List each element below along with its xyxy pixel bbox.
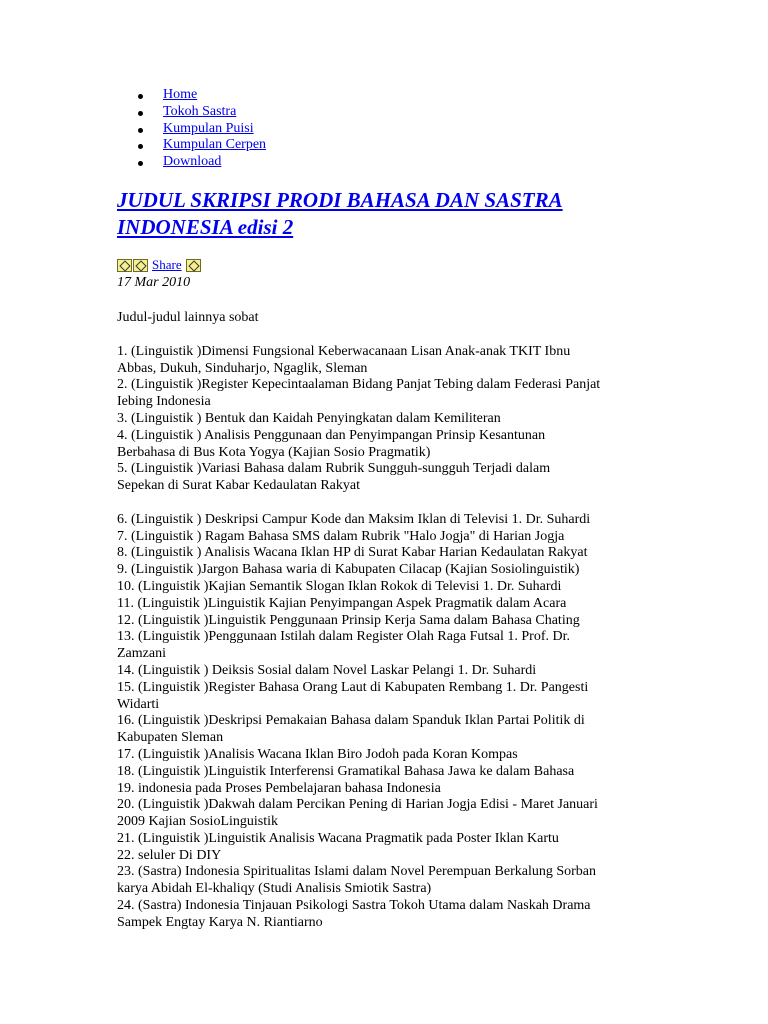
title-link[interactable] [117,188,563,239]
thesis-item-line: 2009 Kajian SosioLinguistik [117,814,278,830]
thesis-item [117,428,657,462]
thesis-item [117,562,657,579]
bullet-icon [138,144,143,149]
thesis-item-line: 20. (Linguistik )Dakwah dalam Percikan Pening di Harian Jogja Edisi - Maret Januari [117,797,598,813]
bullet-icon [138,111,143,116]
thesis-item-line: 9. (Linguistik )Jargon Bahasa waria di Kabupaten Cilacap (Kajian Sosiolinguistik) [117,562,580,578]
title-line-1: JUDUL SKRIPSI PRODI BAHASA DAN SASTRA [117,187,563,212]
nav-link-tokoh-sastra[interactable]: Tokoh Sastra [163,103,237,119]
share-icon[interactable] [133,259,148,272]
thesis-item [117,747,657,764]
thesis-item [117,529,657,546]
thesis-item-line: 11. (Linguistik )Linguistik Kajian Penyimpangan Aspek Pragmatik dalam Acara [117,595,567,611]
bullet-icon [138,128,143,133]
thesis-item [117,713,657,747]
thesis-item-line: Widarti [117,696,160,712]
thesis-item-line: 19. indonesia pada Proses Pembelajaran bahasa Indonesia [117,780,441,796]
nav-item-kumpulan-cerpen [117,137,657,154]
nav-list [117,87,657,171]
thesis-item [117,596,657,613]
thesis-item-line: 24. (Sastra) Indonesia Tinjauan Psikologi Sastra Tokoh Utama dalam Naskah Drama [117,898,591,914]
thesis-item-line: Sepekan di Surat Kabar Kedaulatan Rakyat [117,478,360,494]
share-icon[interactable] [186,259,201,272]
thesis-item-line: 14. (Linguistik ) Deiksis Sosial dalam Novel Laskar Pelangi 1. Dr. Suhardi [117,662,537,678]
thesis-item-line: 1. (Linguistik )Dimensi Fungsional Keberwacanaan Lisan Anak-anak TKIT Ibnu [117,343,571,359]
nav-link-home[interactable]: Home [163,87,198,102]
share-row [117,257,657,274]
thesis-group-1 [117,344,657,495]
nav-item-kumpulan-puisi [117,121,657,138]
thesis-group-2 [117,512,657,932]
thesis-item-line: 22. seluler Di DIY [117,847,222,863]
thesis-item [117,377,657,411]
nav-link-kumpulan-cerpen[interactable]: Kumpulan Cerpen [163,137,267,153]
thesis-item [117,411,657,428]
thesis-item-line: 21. (Linguistik )Linguistik Analisis Wacana Pragmatik pada Poster Iklan Kartu [117,830,559,846]
thesis-item-line: 4. (Linguistik ) Analisis Penggunaan dan Penyimpangan Prinsip Kesantunan [117,427,546,443]
thesis-list [117,344,657,932]
thesis-item-line: 15. (Linguistik )Register Bahasa Orang Laut di Kabupaten Rembang 1. Dr. Pangesti [117,679,589,695]
nav-item-tokoh-sastra [117,104,657,121]
spacer [117,495,657,512]
thesis-item-line: 2. (Linguistik )Register Kepecintaalaman Bidang Panjat Tebing dalam Federasi Panjat [117,377,601,393]
thesis-item [117,629,657,663]
thesis-item-line: 13. (Linguistik )Penggunaan Istilah dalam Register Olah Raga Futsal 1. Prof. Dr. [117,629,570,645]
page-title [117,187,657,241]
thesis-item [117,613,657,630]
thesis-item-line: 7. (Linguistik ) Ragam Bahasa SMS dalam Rubrik "Halo Jogja" di Harian Jogja [117,528,565,544]
thesis-item [117,764,657,781]
thesis-item [117,461,657,495]
thesis-item [117,545,657,562]
thesis-item-line: Kabupaten Sleman [117,730,224,746]
thesis-item-line: Abbas, Dukuh, Sinduharjo, Ngaglik, Sleman [117,360,368,376]
thesis-item [117,848,657,865]
thesis-item-line: 12. (Linguistik )Linguistik Penggunaan Prinsip Kerja Sama dalam Bahasa Chating [117,612,580,628]
share-icon[interactable] [117,259,132,272]
thesis-item-line: karya Abidah El-khaliqy (Studi Analisis Smiotik Sastra) [117,881,432,897]
thesis-item-line: 5. (Linguistik )Variasi Bahasa dalam Rubrik Sungguh-sungguh Terjadi dalam [117,461,551,477]
intro-text: Judul-judul lainnya sobat [117,309,259,325]
thesis-item [117,831,657,848]
thesis-item [117,579,657,596]
bullet-icon [138,161,143,166]
title-line-2: INDONESIA edisi 2 [117,214,294,239]
thesis-item [117,781,657,798]
thesis-item-line: Iebing Indonesia [117,394,211,410]
nav-item-download [117,154,657,171]
thesis-item [117,898,657,932]
nav-item-home [117,87,657,104]
thesis-item-line: 17. (Linguistik )Analisis Wacana Iklan Biro Jodoh pada Koran Kompas [117,746,518,762]
thesis-item-line: Sampek Engtay Karya N. Riantiarno [117,914,323,930]
thesis-item-line: 3. (Linguistik ) Bentuk dan Kaidah Penyingkatan dalam Kemiliteran [117,410,501,426]
thesis-item-line: 10. (Linguistik )Kajian Semantik Slogan Iklan Rokok di Televisi 1. Dr. Suhardi [117,578,562,594]
thesis-item-line: 23. (Sastra) Indonesia Spiritualitas Islami dalam Novel Perempuan Berkalung Sorban [117,864,597,880]
thesis-item [117,797,657,831]
thesis-item-line: 18. (Linguistik )Linguistik Interferensi Gramatikal Bahasa Jawa ke dalam Bahasa [117,763,575,779]
thesis-item [117,344,657,378]
post-date: 17 Mar 2010 [117,274,191,290]
thesis-item [117,512,657,529]
nav-link-download[interactable]: Download [163,154,222,170]
nav-link-kumpulan-puisi[interactable]: Kumpulan Puisi [163,120,254,136]
page-content [117,87,657,932]
thesis-item-line: Berbahasa di Bus Kota Yogya (Kajian Sosio Pragmatik) [117,444,431,460]
thesis-item-line: Zamzani [117,646,166,662]
thesis-item [117,864,657,898]
thesis-item [117,680,657,714]
thesis-item-line: 16. (Linguistik )Deskripsi Pemakaian Bahasa dalam Spanduk Iklan Partai Politik di [117,713,585,729]
thesis-item-line: 8. (Linguistik ) Analisis Wacana Iklan HP di Surat Kabar Harian Kedaulatan Rakyat [117,545,588,561]
thesis-item-line: 6. (Linguistik ) Deskripsi Campur Kode dan Maksim Iklan di Televisi 1. Dr. Suhardi [117,511,591,527]
bullet-icon [138,94,143,99]
thesis-item [117,663,657,680]
share-link[interactable]: Share [152,257,182,273]
